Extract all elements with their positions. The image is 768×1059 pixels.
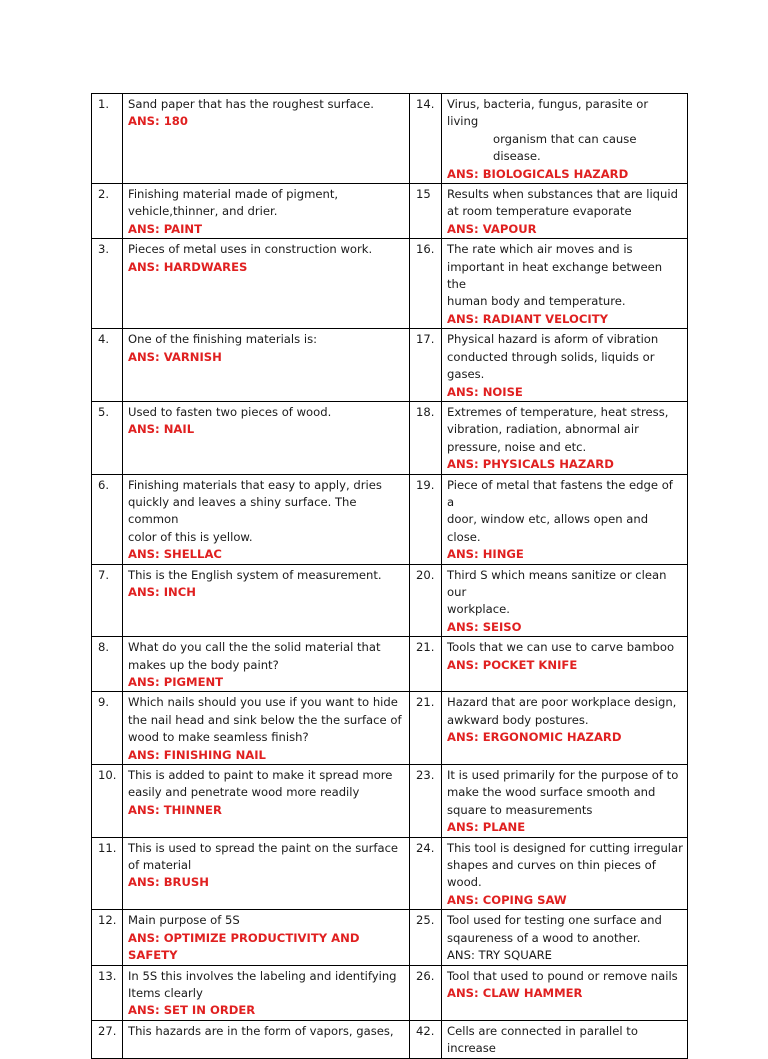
item-number: 16. — [410, 239, 442, 329]
question-text: Third S which means sanitize or clean our workplace. — [447, 567, 667, 617]
question-text: This is added to paint to make it spread more easily and penetrate wood more readily — [128, 768, 393, 800]
question-cell — [123, 239, 410, 329]
table-row — [92, 94, 688, 184]
item-number: 17. — [410, 329, 442, 402]
answer-text: ANS: BRUSH — [128, 875, 209, 890]
answer-text: ANS: VARNISH — [128, 349, 222, 364]
item-number: 21. — [410, 692, 442, 765]
answer-text: ANS: VAPOUR — [447, 221, 537, 236]
question-text: Piece of metal that fastens the edge of a door, window etc, allows open and close. — [447, 477, 673, 544]
question-cell — [123, 910, 410, 965]
question-cell — [442, 965, 688, 1020]
answer-text: ANS: COPING SAW — [447, 892, 567, 907]
answer-text: ANS: SEISO — [447, 619, 522, 634]
question-text: What do you call the the solid material that makes up the body paint? — [128, 640, 381, 672]
question-text: In 5S this involves the labeling and identifying Items clearly — [128, 968, 397, 1000]
answer-text: ANS: OPTIMIZE PRODUCTIVITY AND SAFETY — [128, 930, 360, 963]
question-cell — [123, 637, 410, 692]
question-text: Finishing materials that easy to apply, dries quickly and leaves a shiny surface. The common color of this is yellow. — [128, 477, 382, 544]
question-cell — [442, 837, 688, 910]
question-cell — [123, 837, 410, 910]
table-row — [92, 329, 688, 402]
item-number: 11. — [92, 837, 123, 910]
question-text-continued: organism that can cause disease. — [493, 131, 637, 164]
item-number: 21. — [410, 637, 442, 692]
answer-text: ANS: PLANE — [447, 820, 526, 835]
item-number: 1. — [92, 94, 123, 184]
question-cell — [123, 765, 410, 838]
item-number: 23. — [410, 765, 442, 838]
question-text: Tool used for testing one surface and sqaureness of a wood to another. — [447, 913, 662, 945]
table-row — [92, 965, 688, 1020]
question-cell — [442, 910, 688, 965]
answer-text: ANS: SET IN ORDER — [128, 1003, 256, 1018]
question-text: Finishing material made of pigment, vehicle,thinner, and drier. — [128, 187, 339, 219]
question-text: Extremes of temperature, heat stress, vibration, radiation, abnormal air pressure, noise and etc. — [447, 404, 669, 454]
question-text: Main purpose of 5S — [128, 913, 240, 928]
quiz-table — [91, 93, 688, 1059]
question-text: Used to fasten two pieces of wood. — [128, 404, 332, 419]
answer-text: ANS: CLAW HAMMER — [447, 985, 583, 1000]
question-cell — [442, 239, 688, 329]
item-number: 9. — [92, 692, 123, 765]
item-number: 8. — [92, 637, 123, 692]
item-number: 12. — [92, 910, 123, 965]
question-cell — [442, 564, 688, 637]
table-row — [92, 474, 688, 564]
question-text: Virus, bacteria, fungus, parasite or living — [447, 97, 649, 129]
table-row — [92, 765, 688, 838]
question-text: The rate which air moves and is important in heat exchange between the human body and temperature. — [447, 242, 663, 309]
item-number: 26. — [410, 965, 442, 1020]
answer-text: ANS: RADIANT VELOCITY — [447, 311, 609, 326]
answer-text: ANS: HARDWARES — [128, 259, 248, 274]
item-number: 25. — [410, 910, 442, 965]
answer-text: ANS: SHELLAC — [128, 547, 222, 562]
question-cell — [442, 401, 688, 474]
item-number: 14. — [410, 94, 442, 184]
item-number: 24. — [410, 837, 442, 910]
answer-text: ANS: NOISE — [447, 384, 523, 399]
answer-text: ANS: BIOLOGICALS HAZARD — [447, 166, 629, 181]
item-number: 20. — [410, 564, 442, 637]
item-number: 19. — [410, 474, 442, 564]
question-text: This is used to spread the paint on the surface of material — [128, 840, 399, 873]
question-text: This hazards are in the form of vapors, gases, — [128, 1023, 394, 1038]
table-row — [92, 564, 688, 637]
question-cell — [442, 474, 688, 564]
answer-text: ANS: PAINT — [128, 221, 203, 236]
question-cell — [123, 1020, 410, 1058]
answer-text: ANS: HINGE — [447, 547, 524, 562]
question-cell — [123, 401, 410, 474]
question-text: This tool is designed for cutting irregular shapes and curves on thin pieces of wood. — [447, 840, 683, 890]
question-text: Results when substances that are liquid at room temperature evaporate — [447, 187, 678, 219]
answer-text: ANS: PHYSICALS HAZARD — [447, 457, 614, 472]
question-cell — [442, 765, 688, 838]
item-number: 6. — [92, 474, 123, 564]
answer-text: ANS: POCKET KNIFE — [447, 657, 578, 672]
question-cell — [442, 1020, 688, 1058]
answer-text: ANS: THINNER — [128, 802, 222, 817]
question-text: Hazard that are poor workplace design, awkward body postures. — [447, 695, 677, 727]
table-row — [92, 1020, 688, 1058]
question-cell — [442, 184, 688, 239]
table-row — [92, 239, 688, 329]
item-number: 13. — [92, 965, 123, 1020]
item-number: 2. — [92, 184, 123, 239]
question-text: Tools that we can use to carve bamboo — [447, 640, 675, 655]
answer-text: ANS: PIGMENT — [128, 675, 224, 689]
answer-text: ANS: TRY SQUARE — [447, 948, 553, 963]
question-cell — [123, 94, 410, 184]
question-cell — [123, 474, 410, 564]
table-row — [92, 401, 688, 474]
question-text: This is the English system of measurement. — [128, 567, 382, 582]
question-text: It is used primarily for the purpose of to make the wood surface smooth and square to measurements — [447, 768, 679, 817]
item-number: 5. — [92, 401, 123, 474]
quiz-document — [91, 93, 687, 1059]
answer-text: ANS: INCH — [128, 584, 196, 599]
item-number: 4. — [92, 329, 123, 402]
table-row — [92, 692, 688, 765]
question-cell — [123, 692, 410, 765]
question-cell — [442, 329, 688, 402]
table-row — [92, 837, 688, 910]
answer-text: ANS: FINISHING NAIL — [128, 747, 266, 762]
question-text: Physical hazard is aform of vibration conducted through solids, liquids or gases. — [447, 332, 659, 382]
answer-text: ANS: 180 — [128, 114, 188, 129]
answer-text: ANS: NAIL — [128, 422, 195, 437]
table-row — [92, 910, 688, 965]
answer-text: ANS: ERGONOMIC HAZARD — [447, 730, 622, 745]
question-cell — [123, 184, 410, 239]
question-cell — [123, 564, 410, 637]
item-number: 42. — [410, 1020, 442, 1058]
table-row — [92, 637, 688, 692]
item-number: 27. — [92, 1020, 123, 1058]
question-cell — [442, 94, 688, 184]
question-text: Sand paper that has the roughest surface. — [128, 97, 374, 111]
question-cell — [123, 965, 410, 1020]
question-cell — [442, 692, 688, 765]
question-text: Cells are connected in parallel to increase — [447, 1023, 638, 1056]
item-number: 15 — [410, 184, 442, 239]
item-number: 10. — [92, 765, 123, 838]
table-row — [92, 184, 688, 239]
item-number: 7. — [92, 564, 123, 637]
question-text: One of the finishing materials is: — [128, 332, 318, 347]
item-number: 18. — [410, 401, 442, 474]
question-text: Pieces of metal uses in construction work. — [128, 242, 373, 257]
item-number: 3. — [92, 239, 123, 329]
question-text: Which nails should you use if you want to hide the nail head and sink below the the surface of wood to make seamless finish? — [128, 695, 402, 745]
question-text: Tool that used to pound or remove nails — [447, 968, 678, 983]
question-cell — [123, 329, 410, 402]
question-cell — [442, 637, 688, 692]
